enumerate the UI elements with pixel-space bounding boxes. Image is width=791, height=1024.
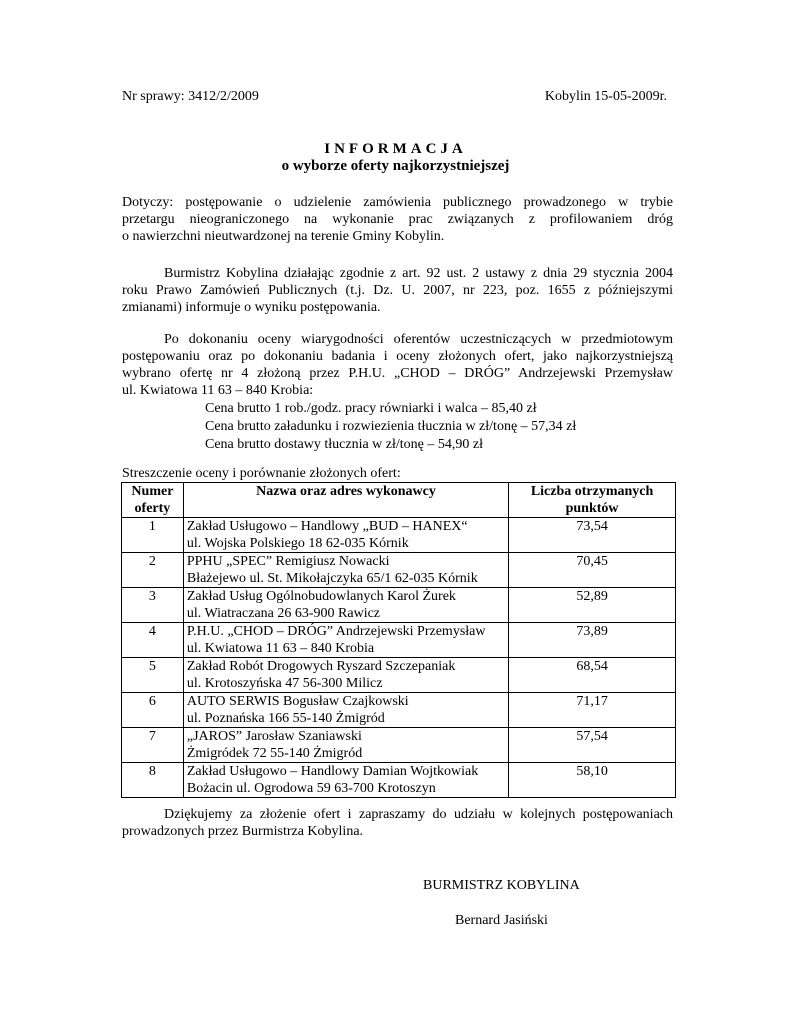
contractor-address: Błażejewo ul. St. Mikołajczyka 65/1 62-035 Kórnik xyxy=(186,571,478,586)
case-number: Nr sprawy: 3412/2/2009 xyxy=(122,89,259,104)
offer-points: 71,17 xyxy=(509,693,676,728)
offer-number: 4 xyxy=(122,623,184,658)
offers-table xyxy=(121,482,676,798)
table-row xyxy=(122,518,676,553)
header-name: Nazwa oraz adres wykonawcy xyxy=(183,483,508,518)
table-row xyxy=(122,553,676,588)
text-line: Dziękujemy za złożenie ofert i zapraszamy do udziału w kolejnych postępowaniach xyxy=(164,807,673,822)
place-date: Kobylin 15-05-2009r. xyxy=(544,89,667,104)
table-header-row xyxy=(122,483,676,518)
paragraph-legal-basis xyxy=(122,265,673,316)
contractor-address: Żmigródek 72 55-140 Żmigród xyxy=(186,746,363,761)
offer-number: 1 xyxy=(122,518,184,553)
offer-number: 8 xyxy=(122,763,184,798)
text-line: ul. Kwiatowa 11 63 – 840 Krobia: xyxy=(122,383,314,398)
header-number-line: oferty xyxy=(134,501,171,516)
contractor-name: „JAROS” Jarosław Szaniawski xyxy=(186,729,362,744)
header-points-line: Liczba otrzymanych xyxy=(530,484,654,499)
paragraph-subject xyxy=(122,194,673,245)
table-row xyxy=(122,763,676,798)
price-list xyxy=(205,400,576,454)
table-row xyxy=(122,728,676,763)
text-line: Po dokonaniu oceny wiarygodności oferentów uczestniczących w przedmiotowym xyxy=(164,332,673,347)
offer-contractor xyxy=(183,728,508,763)
text-line: roku Prawo Zamówień Publicznych (t.j. Dz. U. 2007, nr 223, poz. 1655 z późniejszymi xyxy=(122,283,673,298)
price-line: Cena brutto dostawy tłucznia w zł/tonę – 54,90 zł xyxy=(205,437,483,452)
text-line: Burmistrz Kobylina działając zgodnie z art. 92 ust. 2 ustawy z dnia 29 stycznia 2004 xyxy=(164,266,673,281)
offer-contractor xyxy=(183,518,508,553)
text-line: wybrano ofertę nr 4 złożoną przez P.H.U. „CHOD – DRÓG” Andrzejewski Przemysław xyxy=(122,366,673,381)
signature-name: Bernard Jasiński xyxy=(455,913,548,928)
contractor-name: Zakład Usługowo – Handlowy „BUD – HANEX“ xyxy=(186,519,468,534)
offer-points: 70,45 xyxy=(509,553,676,588)
text-line: Dotyczy: postępowanie o udzielenie zamówienia publicznego prowadzonego w trybie xyxy=(122,195,673,210)
text-line: prowadzonych przez Burmistrza Kobylina. xyxy=(122,824,364,839)
paragraph-thanks xyxy=(122,806,673,840)
document-title: INFORMACJA xyxy=(324,141,467,157)
price-line: Cena brutto załadunku i rozwiezienia tłucznia w zł/tonę – 57,34 zł xyxy=(205,419,577,434)
offer-points: 58,10 xyxy=(509,763,676,798)
offer-points: 68,54 xyxy=(509,658,676,693)
offer-number: 6 xyxy=(122,693,184,728)
contractor-address: ul. Krotoszyńska 47 56-300 Milicz xyxy=(186,676,383,691)
summary-label: Streszczenie oceny i porównanie złożonych ofert: xyxy=(122,466,401,481)
header-points-line: punktów xyxy=(565,501,619,516)
table-row xyxy=(122,623,676,658)
offer-contractor xyxy=(183,658,508,693)
text-line: o nawierzchni nieutwardzonej na terenie Gminy Kobylin. xyxy=(122,229,445,244)
contractor-name: Zakład Robót Drogowych Ryszard Szczepaniak xyxy=(186,659,456,674)
contractor-name: PPHU „SPEC” Remigiusz Nowacki xyxy=(186,554,390,569)
offer-number: 7 xyxy=(122,728,184,763)
offer-number: 5 xyxy=(122,658,184,693)
offer-contractor xyxy=(183,693,508,728)
contractor-name: P.H.U. „CHOD – DRÓG” Andrzejewski Przemysław xyxy=(186,624,486,639)
offer-points: 73,54 xyxy=(509,518,676,553)
contractor-address: Bożacin ul. Ogrodowa 59 63-700 Krotoszyn xyxy=(186,781,436,796)
text-line: przetargu nieograniczonego na wykonanie prac związanych z profilowaniem dróg xyxy=(122,212,673,227)
contractor-name: AUTO SERWIS Bogusław Czajkowski xyxy=(186,694,409,709)
header-points xyxy=(509,483,676,518)
offer-contractor xyxy=(183,623,508,658)
offer-contractor xyxy=(183,588,508,623)
header-number-line: Numer xyxy=(131,484,174,499)
contractor-address: ul. Wiatraczana 26 63-900 Rawicz xyxy=(186,606,381,621)
offer-contractor xyxy=(183,763,508,798)
document-subtitle: o wyborze oferty najkorzystniejszej xyxy=(281,158,510,174)
offer-points: 52,89 xyxy=(509,588,676,623)
offer-number: 3 xyxy=(122,588,184,623)
price-line: Cena brutto 1 rob./godz. pracy równiarki i walca – 85,40 zł xyxy=(205,401,537,416)
offer-contractor xyxy=(183,553,508,588)
signature-title: BURMISTRZ KOBYLINA xyxy=(423,878,580,893)
contractor-name: Zakład Usługowo – Handlowy Damian Wojtkowiak xyxy=(186,764,479,779)
paragraph-selection xyxy=(122,331,673,399)
table-row xyxy=(122,658,676,693)
contractor-address: ul. Poznańska 166 55-140 Żmigród xyxy=(186,711,385,726)
table-row xyxy=(122,693,676,728)
offer-points: 57,54 xyxy=(509,728,676,763)
header-number xyxy=(122,483,184,518)
contractor-address: ul. Wojska Polskiego 18 62-035 Kórnik xyxy=(186,536,409,551)
offer-points: 73,89 xyxy=(509,623,676,658)
contractor-name: Zakład Usług Ogólnobudowlanych Karol Żurek xyxy=(186,589,456,604)
text-line: postępowaniu oraz po dokonaniu badania i oceny złożonych ofert, jako najkorzystniejszą xyxy=(122,349,673,364)
contractor-address: ul. Kwiatowa 11 63 – 840 Krobia xyxy=(186,641,375,656)
text-line: zmianami) informuje o wyniku postępowania. xyxy=(122,300,381,315)
offer-number: 2 xyxy=(122,553,184,588)
table-row xyxy=(122,588,676,623)
